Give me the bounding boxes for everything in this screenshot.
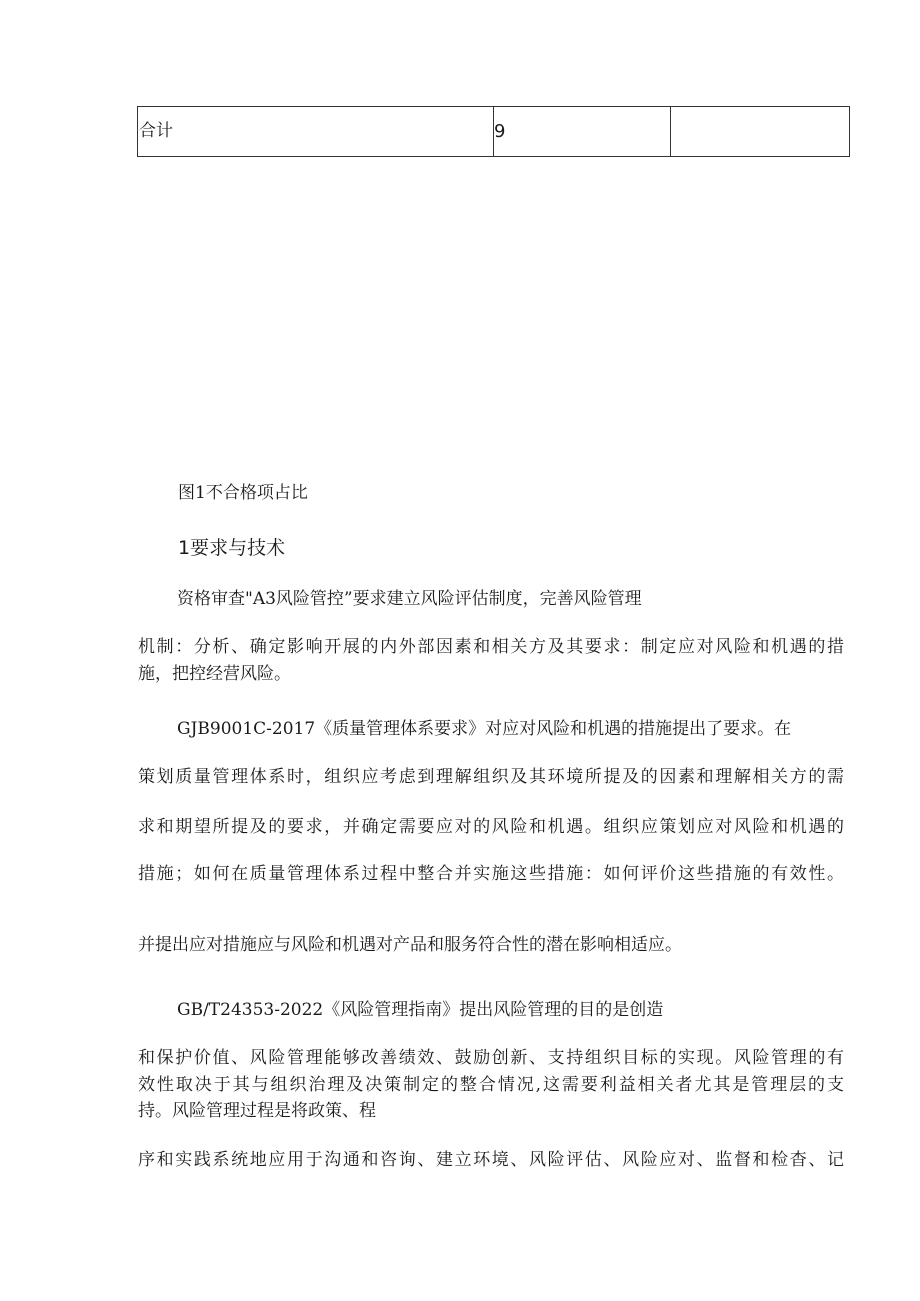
section-heading: 1要求与技术 (178, 537, 286, 559)
paragraph-5-line-1: 和保护价值、风险管理能够改善绩效、鼓励创新、支持组织目标的实现。风险管理的有 (138, 1048, 844, 1068)
total-count-cell: 9 (494, 107, 671, 157)
paragraph-2-line-1: GJB9001C-2017《质量管理体系要求》对应对风险和机遇的措施提出了要求。在 (177, 719, 792, 739)
paragraph-2-line-2: 策划质量管理体系时，组织应考虑到理解组织及其环境所提及的因素和理解相关方的需 (138, 767, 844, 787)
paragraph-4-line-1: GB/T24353-2022《风险管理指南》提出风险管理的目的是创造 (177, 1000, 664, 1020)
table-row-total (138, 107, 850, 157)
paragraph-5-line-2: 效性取决于其与组织治理及决策制定的整合情况,这需要利益相关者尤其是管理层的支 (138, 1075, 844, 1095)
figure-caption: 图1不合格项占比 (178, 483, 308, 503)
paragraph-2-line-3: 求和期望所提及的要求，并确定需要应对的风险和机遇。组织应策划应对风险和机遇的 (138, 817, 844, 837)
paragraph-1-line-1: 资格审查"A3风险管控”要求建立风险评估制度，完善风险管理 (177, 589, 642, 609)
paragraph-1-line-2: 机制：分析、确定影响开展的内外部因素和相关方及其要求：制定应对风险和机遇的措 (138, 637, 844, 657)
paragraph-3-line-1: 并提出应对措施应与风险和机遇对产品和服务符合性的潜在影响相适应。 (138, 935, 682, 955)
total-label-cell: 合计 (138, 107, 494, 157)
paragraph-1-line-3: 施，把控经营风险。 (138, 664, 291, 684)
paragraph-2-line-4: 措施；如何在质量管理体系过程中整合并实施这些措施：如何评价这些措施的有效性。 (138, 864, 844, 884)
total-extra-cell (671, 107, 850, 157)
summary-table (137, 106, 850, 157)
paragraph-6-line-1: 序和实践系统地应用于沟通和咨询、建立环境、风险评估、风险应对、监督和检杳、记 (138, 1150, 844, 1170)
paragraph-5-line-3: 持。风险管理过程是将政策、程 (138, 1101, 376, 1121)
